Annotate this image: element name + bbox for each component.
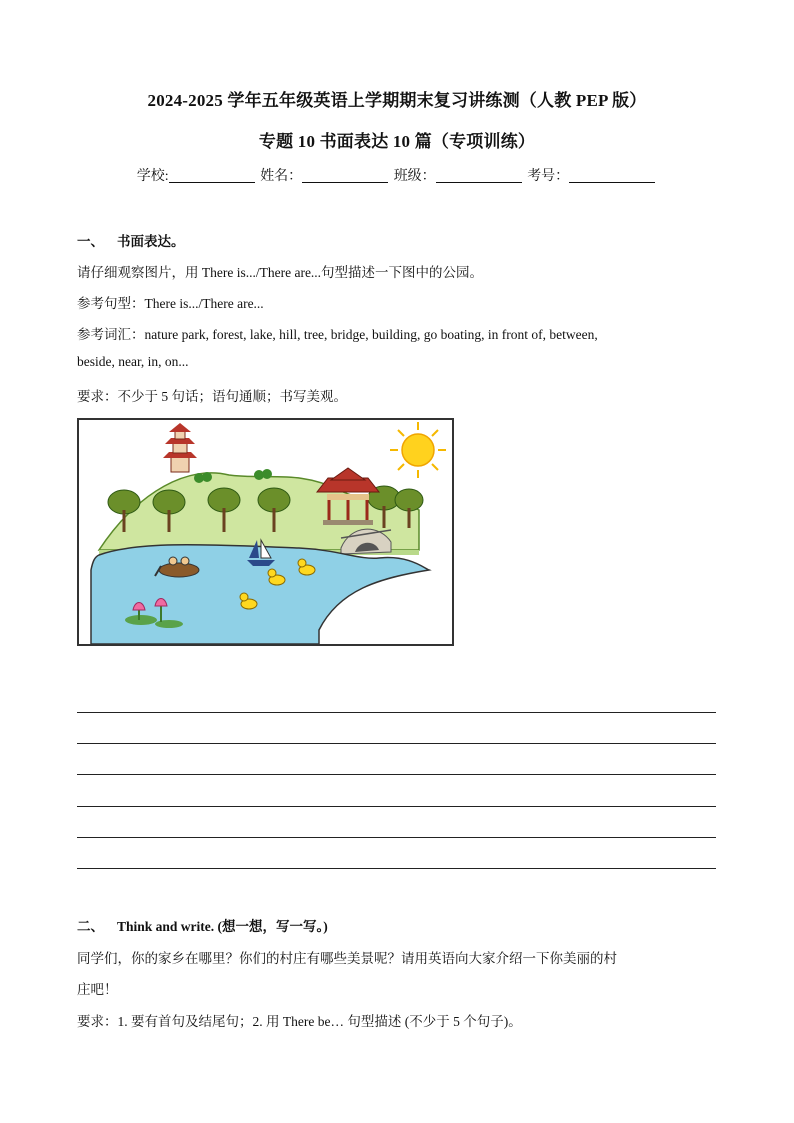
- class-label: 班级：: [393, 169, 436, 184]
- name-label: 姓名：: [260, 169, 303, 184]
- lake-icon: [91, 545, 429, 644]
- class-field[interactable]: [436, 168, 522, 183]
- pagoda-icon: [163, 423, 197, 472]
- section1-number: 一、: [77, 234, 104, 249]
- section2-instruction-line1: 同学们，你的家乡在哪里？你们的村庄有哪些美景呢？请用英语向大家介绍一下你美丽的村: [77, 951, 617, 966]
- section2-number: 二、: [77, 919, 104, 934]
- answer-line[interactable]: [77, 806, 716, 807]
- sun-icon: [390, 422, 446, 478]
- section2-instruction-line2: 庄吧！: [77, 982, 118, 997]
- section2-title: Think and write. (想一想，写一写。): [117, 919, 328, 934]
- park-illustration: [77, 418, 454, 646]
- exam-number-label: 考号：: [527, 169, 570, 184]
- answer-line[interactable]: [77, 774, 716, 775]
- section1-requirement: 要求：不少于 5 句话；语句通顺；书写美观。: [77, 389, 347, 404]
- answer-line[interactable]: [77, 837, 716, 838]
- section1-instruction: 请仔细观察图片，用 There is.../There are...句型描述一下图中的公园。: [77, 265, 484, 280]
- section1-title: 书面表达。: [117, 234, 185, 249]
- student-info-row: [0, 165, 794, 185]
- section2-requirement: 要求：1. 要有首句及结尾句；2. 用 There be… 句型描述 (不少于 5 个句子)。: [77, 1014, 522, 1029]
- school-field[interactable]: [169, 168, 255, 183]
- worksheet-subtitle: 专题 10 书面表达 10 篇（专项训练）: [258, 132, 536, 151]
- answer-line[interactable]: [77, 712, 716, 713]
- section1-heading: [77, 230, 185, 250]
- school-label: 学校:: [136, 169, 169, 184]
- section1-vocabulary-line1: 参考词汇：nature park, forest, lake, hill, tree, bridge, building, go boating, in front of, between,: [77, 327, 598, 342]
- section1-vocabulary-line2: beside, near, in, on...: [77, 354, 189, 369]
- answer-line[interactable]: [77, 868, 716, 869]
- answer-line[interactable]: [77, 743, 716, 744]
- name-field[interactable]: [302, 168, 388, 183]
- worksheet-title: 2024-2025 学年五年级英语上学期期末复习讲练测（人教 PEP 版）: [147, 91, 647, 110]
- exam-number-field[interactable]: [569, 168, 655, 183]
- section1-sentence-patterns: 参考句型：There is.../There are...: [77, 296, 264, 311]
- section2-heading: [77, 915, 328, 935]
